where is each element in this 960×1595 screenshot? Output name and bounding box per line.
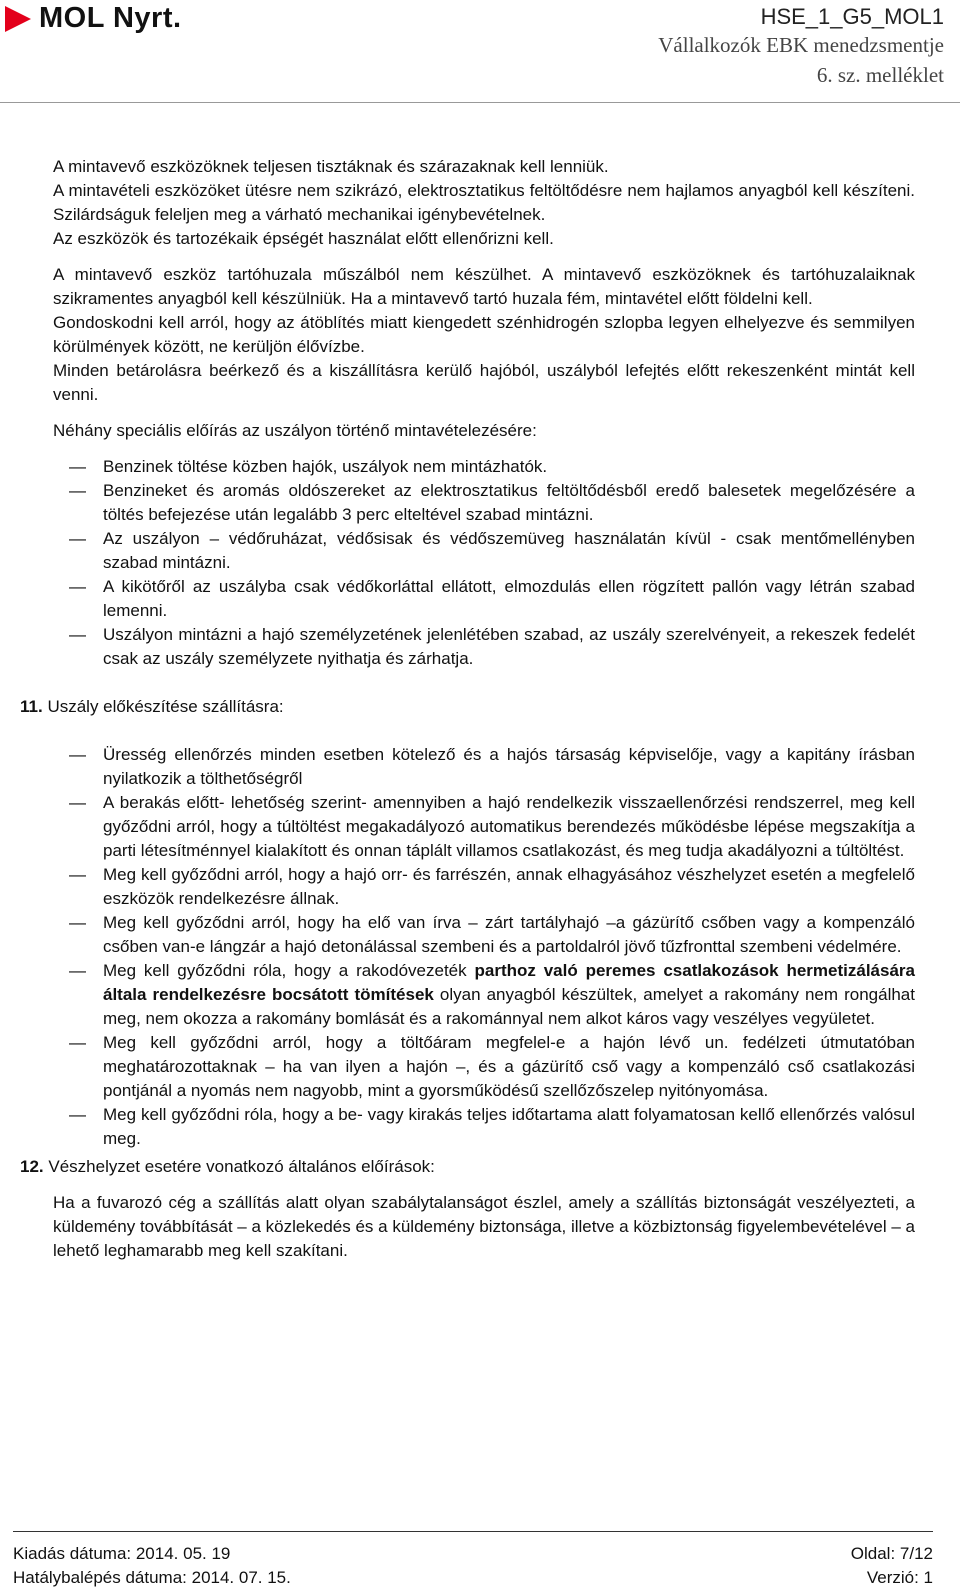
sampling-rules-list bbox=[0, 455, 915, 671]
page-number: Oldal: 7/12 bbox=[850, 1544, 933, 1563]
annex-label: 6. sz. melléklet bbox=[816, 63, 944, 87]
dash-bullet-icon: — bbox=[69, 913, 86, 932]
dash-bullet-icon: — bbox=[69, 745, 86, 764]
paragraph: Az eszközök és tartozékaik épségét használat előtt ellenőrizni kell. bbox=[53, 229, 554, 248]
paragraph: Néhány speciális előírás az uszályon történő mintavételezésére: bbox=[53, 421, 537, 440]
dash-bullet-icon: — bbox=[69, 529, 86, 548]
version: Verzió: 1 bbox=[866, 1568, 933, 1587]
dash-bullet-icon: — bbox=[69, 481, 86, 500]
effective-date: Hatálybalépés dátuma: 2014. 07. 15. bbox=[13, 1568, 291, 1587]
logo-arrow-icon bbox=[5, 6, 31, 32]
dash-bullet-icon: — bbox=[69, 1105, 86, 1124]
list-item: — Benzinek töltése közben hajók, uszályok nem mintázhatók. bbox=[0, 455, 915, 479]
dash-bullet-icon: — bbox=[69, 625, 86, 644]
mol-logo bbox=[5, 2, 182, 35]
bold-emphasis: parthoz való peremes csatlakozások hermetizálására általa rendelkezésre bocsátott tömítések bbox=[103, 961, 915, 1004]
dash-bullet-icon: — bbox=[69, 457, 86, 476]
dash-bullet-icon: — bbox=[69, 961, 86, 980]
logo-text: MOL Nyrt. bbox=[39, 2, 182, 34]
page-footer bbox=[13, 1542, 933, 1590]
dash-bullet-icon: — bbox=[69, 577, 86, 596]
paragraph: A mintavevő eszközöknek teljesen tisztáknak és szárazaknak kell lenniük. bbox=[53, 157, 609, 176]
document-body bbox=[20, 155, 915, 1263]
dash-bullet-icon: — bbox=[69, 793, 86, 812]
list-item: — A berakás előtt- lehetőség szerint- amennyiben a hajó rendelkezik visszaellenőrzési rendszerrel, meg kell győződni arról, hogy a túltöltést megakadályozó automatikus berendezés működésbe lépése megszakítja a parti létesítménnyel kialakított és onnan táplált villamos csatlakozást, és meg tudja akadályozni a túltöltést. bbox=[69, 793, 915, 860]
issue-date: Kiadás dátuma: 2014. 05. 19 bbox=[13, 1544, 231, 1563]
dash-bullet-icon: — bbox=[69, 865, 86, 884]
section-11-heading bbox=[20, 695, 915, 719]
section-title: Uszály előkészítése szállításra: bbox=[47, 697, 284, 716]
list-item: — Benzineket és aromás oldószereket az elektrosztatikus feltöltődésből eredő balesetek megelőzésére a töltés befejezése után legalább 3 perc elteltével szabad mintázni. bbox=[69, 481, 915, 524]
dash-bullet-icon: — bbox=[69, 1033, 86, 1052]
list-item: — Meg kell győződni róla, hogy a be- vagy kirakás teljes időtartama alatt folyamatosan kellő ellenőrzés valósul meg. bbox=[69, 1105, 915, 1148]
list-item: — Az uszályon – védőruházat, védősisak és védőszemüveg használatán kívül - csak mentőmellényben szabad mintázni. bbox=[69, 529, 915, 572]
list-item: — Meg kell győződni róla, hogy a rakodóvezeték parthoz való peremes csatlakozások hermetizálására általa rendelkezésre bocsátott tömítések olyan anyagból készültek, amelyet a rakomány nem rongálhat meg, nem okozza a rakomány bomlását és a rakománnyal nem alkot káros vagy veszélyes vegyületet. bbox=[69, 961, 915, 1028]
paragraph: Ha a fuvarozó cég a szállítás alatt olyan szabálytalanságot észlel, amely a szállítás biztonságát veszélyezteti, a küldemény továbbítását – a közlekedés és a küldemény biztonsága, illetve a közbiztonság figyelembevételével – a lehető leghamarabb meg kell szakítani. bbox=[53, 1193, 915, 1260]
paragraph: Minden betárolásra beérkező és a kiszállításra kerülő hajóból, uszályból lefejtés előtt rekeszenként mintát kell venni. bbox=[53, 361, 915, 404]
doc-code: HSE_1_G5_MOL1 bbox=[760, 4, 944, 29]
section-12-heading bbox=[20, 1155, 915, 1179]
header-divider bbox=[0, 102, 960, 103]
list-item: — Meg kell győződni arról, hogy a hajó orr- és farrészén, annak elhagyásához vészhelyzet esetén a megfelelő eszközök rendelkezésre állnak. bbox=[69, 865, 915, 908]
barge-prep-list bbox=[0, 743, 915, 1151]
footer-divider bbox=[13, 1531, 933, 1532]
section-title: Vészhelyzet esetére vonatkozó általános előírások: bbox=[48, 1157, 435, 1176]
list-item: — Uszályon mintázni a hajó személyzetének jelenlétében szabad, az uszály szerelvényeit, a rekeszek fedelét csak az uszály személyzete nyithatja és zárhatja. bbox=[69, 625, 915, 668]
list-item: — Meg kell győződni arról, hogy a töltőáram megfelel-e a hajón lévő un. fedélzeti útmutatóban meghatározottaknak – ha van ilyen a hajón –, és a gázürítő cső vagy a kompenzáló cső csatlakozási pontjánál a nyomás nem nagyobb, mint a gyorsműködésű szellőzőszelep nyitónyomása. bbox=[69, 1033, 915, 1100]
list-item: — A kikötőről az uszályba csak védőkorláttal ellátott, elmozdulás ellen rögzített pallón vagy létrán szabad lemenni. bbox=[69, 577, 915, 620]
header-meta bbox=[658, 4, 944, 90]
paragraph: A mintavevő eszköz tartóhuzala műszálból nem készülhet. A mintavevő eszközöknek és tartóhuzalaiknak szikramentes anyagból kell készülniük. Ha a mintavevő tartó huzala fém, mintavétel előtt földelni kell. bbox=[53, 265, 915, 308]
list-item: — Üresség ellenőrzés minden esetben kötelező és a hajós társaság képviselője, vagy a kapitány írásban nyilatkozik a tölthetőségről bbox=[69, 745, 915, 788]
paragraph: A mintavételi eszközöket ütésre nem szikrázó, elektrosztatikus feltöltődésre nem hajlamos anyagból kell készíteni. Szilárdságuk feleljen meg a várható mechanikai igénybevételnek. bbox=[53, 181, 915, 224]
list-item: — Meg kell győződni arról, hogy ha elő van írva – zárt tartályhajó –a gázürítő csőben vagy a kompenzáló csőben van-e lángzár a hajó detonálással szembeni és a partoldalról jövő tűzfronttal szembeni védelmére. bbox=[69, 913, 915, 956]
page-header bbox=[0, 0, 960, 103]
section-number: 12. bbox=[20, 1157, 44, 1176]
paragraph: Gondoskodni kell arról, hogy az átöblítés miatt kiengedett szénhidrogén szlopba legyen elhelyezve és semmilyen körülmények között, ne kerüljön élővízbe. bbox=[53, 313, 915, 356]
doc-title: Vállalkozók EBK menedzsmentje bbox=[658, 33, 944, 57]
section-number: 11. bbox=[20, 697, 43, 716]
